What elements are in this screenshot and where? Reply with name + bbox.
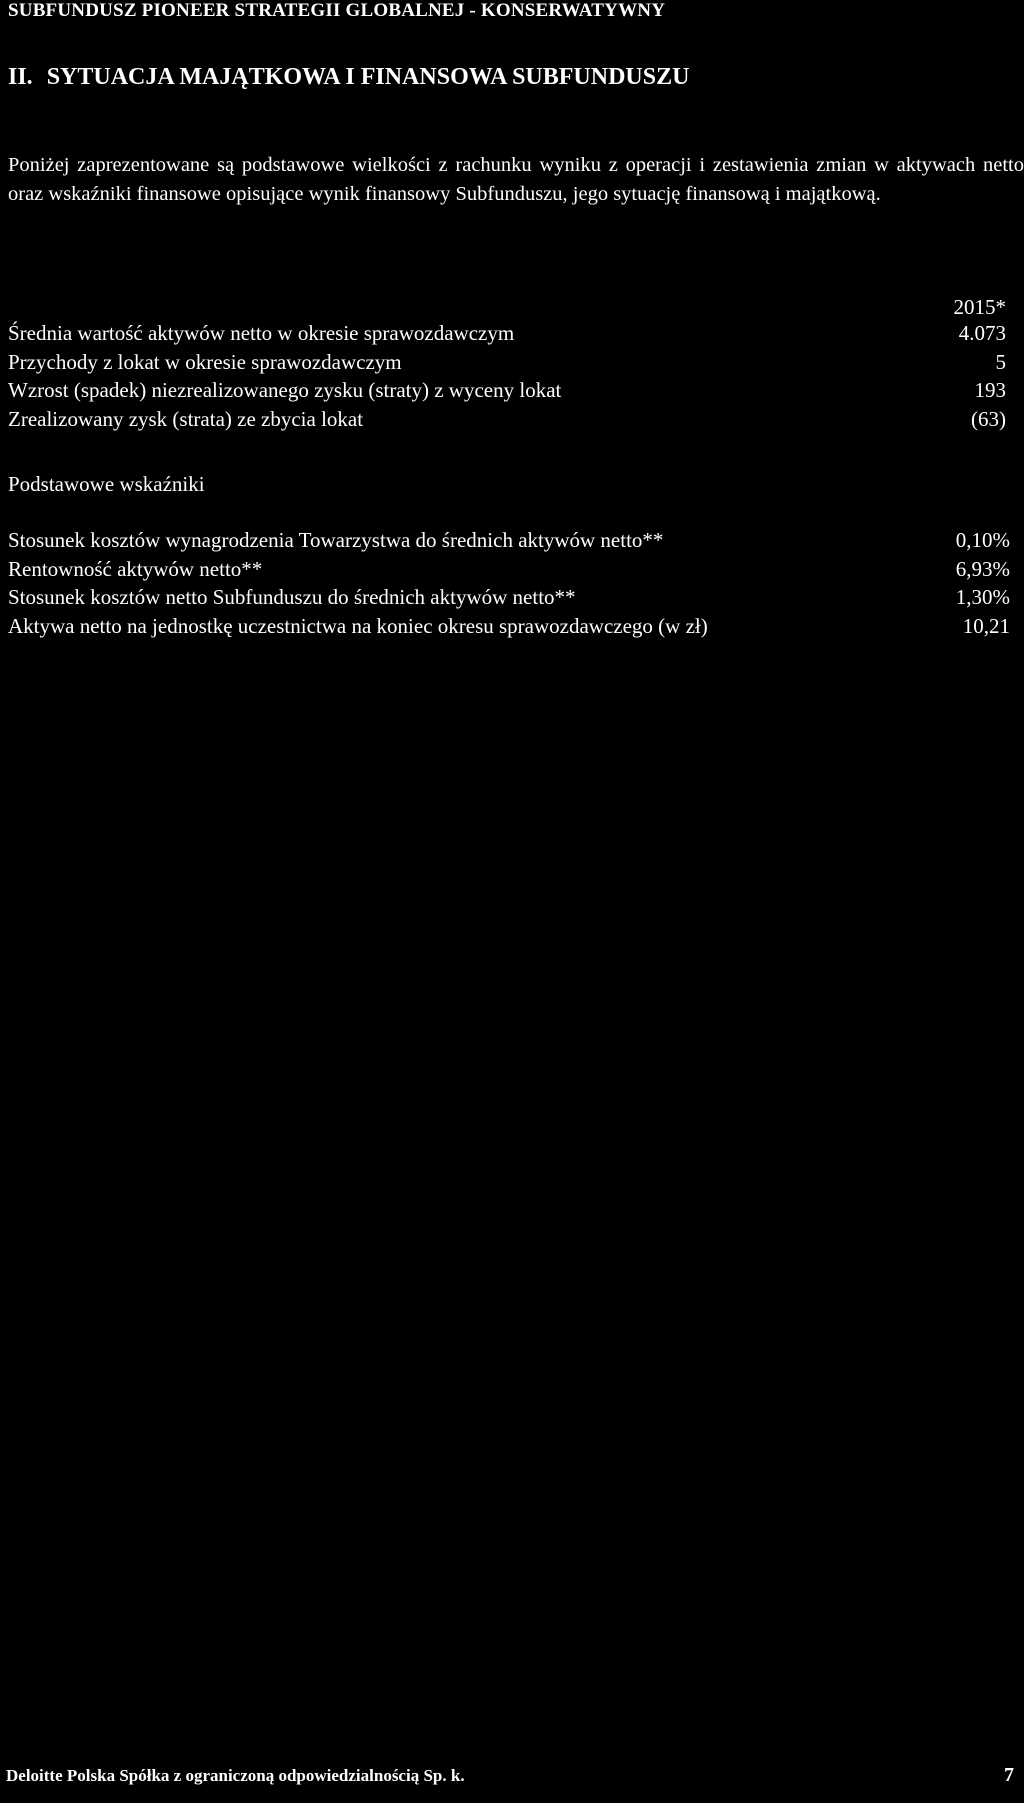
- table-row: [8, 526, 1010, 555]
- table-row: [8, 376, 1006, 405]
- table-row: [8, 319, 1006, 348]
- row-value: (63): [971, 406, 1006, 431]
- table-row: [8, 555, 1010, 584]
- row-label: Aktywa netto na jednostkę uczestnictwa na koniec okresu sprawozdawczego (w zł): [8, 613, 708, 638]
- section-title: [8, 64, 689, 91]
- row-label: Przychody z lokat w okresie sprawozdawczym: [8, 349, 402, 374]
- row-value: 5: [995, 349, 1006, 374]
- indicators-heading: Podstawowe wskaźniki: [8, 472, 205, 496]
- page-number: 7: [1004, 1764, 1014, 1786]
- row-label: Średnia wartość aktywów netto w okresie sprawozdawczym: [8, 321, 515, 345]
- row-label: Zrealizowany zysk (strata) ze zbycia lokat: [8, 406, 364, 431]
- row-value: 10,21: [962, 613, 1010, 638]
- row-label: Rentowność aktywów netto**: [8, 556, 263, 581]
- row-label: Stosunek kosztów wynagrodzenia Towarzystwa do średnich aktywów netto**: [8, 528, 664, 552]
- table-row: [8, 612, 1010, 641]
- intro-paragraph: Poniżej zaprezentowane są podstawowe wielkości z rachunku wyniku z operacji i zestawienia zmian w aktywach netto oraz wskaźniki finansowe opisujące wynik finansowy Subfunduszu, jego sytuację finansową i majątkową.: [8, 154, 1024, 205]
- row-value: 193: [974, 378, 1006, 402]
- footer-company: Deloitte Polska Spółka z ograniczoną odpowiedzialnością Sp. k.: [6, 1766, 465, 1785]
- row-value: 4.073: [958, 321, 1006, 345]
- section-title-text: SYTUACJA MAJĄTKOWA I FINANSOWA SUBFUNDUSZU: [46, 64, 690, 90]
- year-column-header: 2015*: [953, 295, 1006, 319]
- indicators-table: [8, 526, 1010, 640]
- document-header: SUBFUNDUSZ PIONEER STRATEGII GLOBALNEJ - KONSERWATYWNY: [8, 0, 666, 21]
- results-table: [8, 319, 1006, 433]
- row-value: 1,30%: [955, 585, 1010, 609]
- table-row: [8, 348, 1006, 377]
- row-value: 0,10%: [955, 528, 1010, 552]
- row-value: 6,93%: [955, 556, 1010, 581]
- row-label: Wzrost (spadek) niezrealizowanego zysku (straty) z wyceny lokat: [8, 378, 562, 402]
- section-number: II.: [8, 64, 33, 90]
- table-row: [8, 583, 1010, 612]
- table-row: [8, 405, 1006, 434]
- row-label: Stosunek kosztów netto Subfunduszu do średnich aktywów netto**: [8, 585, 576, 609]
